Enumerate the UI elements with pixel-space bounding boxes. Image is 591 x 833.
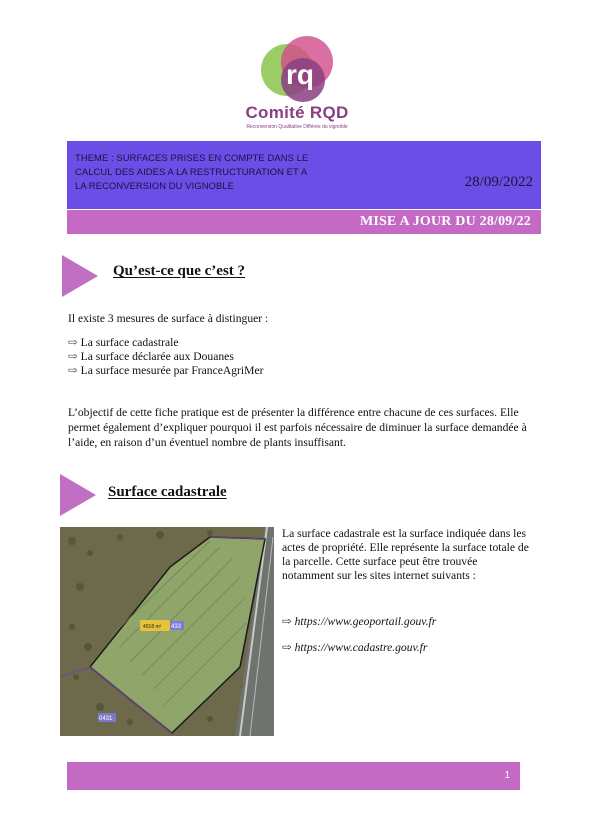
theme-box [67, 141, 541, 209]
map-neighbor-label: 0431 [99, 716, 113, 722]
map-parcel-label: 433 [171, 624, 182, 630]
map-area-label: 4018 m² [143, 624, 162, 630]
theme-title: THEME : SURFACES PRISES EN COMPTE DANS LE CALCUL DES AIDES A LA RESTRUCTURATION ET A LA RECONVERSION DU VIGNOBLE [75, 152, 309, 191]
list-item: ⇨ La surface déclarée aux Douanes [68, 350, 234, 363]
logo-name: Comité RQD [245, 103, 349, 122]
cadastral-description: La surface cadastrale est la surface indiquée dans les actes de propriété. Elle représente la surface totale de la parcelle. Cette surface peut être trouvée notamment sur les sites internet suivants : [282, 527, 529, 582]
right-arrow-icon: ⇨ [68, 336, 78, 349]
right-arrow-icon: ⇨ [68, 364, 78, 377]
intro-text: Il existe 3 mesures de surface à distinguer : [68, 312, 269, 325]
right-arrow-icon: ⇨ [282, 641, 292, 654]
theme-date: 28/09/2022 [464, 174, 533, 190]
logo-subtitle: Reconversion Qualitative Différée du vignoble [246, 124, 348, 130]
list-item: ⇨ La surface cadastrale [68, 336, 179, 349]
list-item: ⇨ La surface mesurée par FranceAgriMer [68, 364, 264, 377]
update-label: MISE A JOUR DU 28/09/22 [359, 214, 531, 229]
bullet-list [68, 335, 263, 377]
footer-bar [67, 762, 520, 790]
section-marker-icon [60, 474, 96, 516]
section-marker-icon [62, 255, 98, 297]
update-bar [67, 210, 541, 234]
page-number: 1 [504, 770, 510, 781]
right-arrow-icon: ⇨ [68, 350, 78, 363]
link-cadastre[interactable]: ⇨ https://www.cadastre.gouv.fr [282, 641, 428, 654]
svg-text:rq: rq [286, 59, 314, 90]
objective-text: L’objectif de cette fiche pratique est de présenter la différence entre chacune de ces surfaces. Elle permet également d’expliquer pourquoi il est parfois nécessaire de diminuer la surface demandée à l’aide, en raison d’un éventuel nombre de plants insuffisant. [68, 406, 527, 449]
cadastral-map-image [60, 527, 274, 736]
section-title-definition: Qu’est-ce que c’est ? [113, 263, 246, 279]
link-geoportail[interactable]: ⇨ https://www.geoportail.gouv.fr [282, 615, 437, 628]
right-arrow-icon: ⇨ [282, 615, 292, 628]
section-title-cadastral: Surface cadastrale [108, 484, 227, 500]
